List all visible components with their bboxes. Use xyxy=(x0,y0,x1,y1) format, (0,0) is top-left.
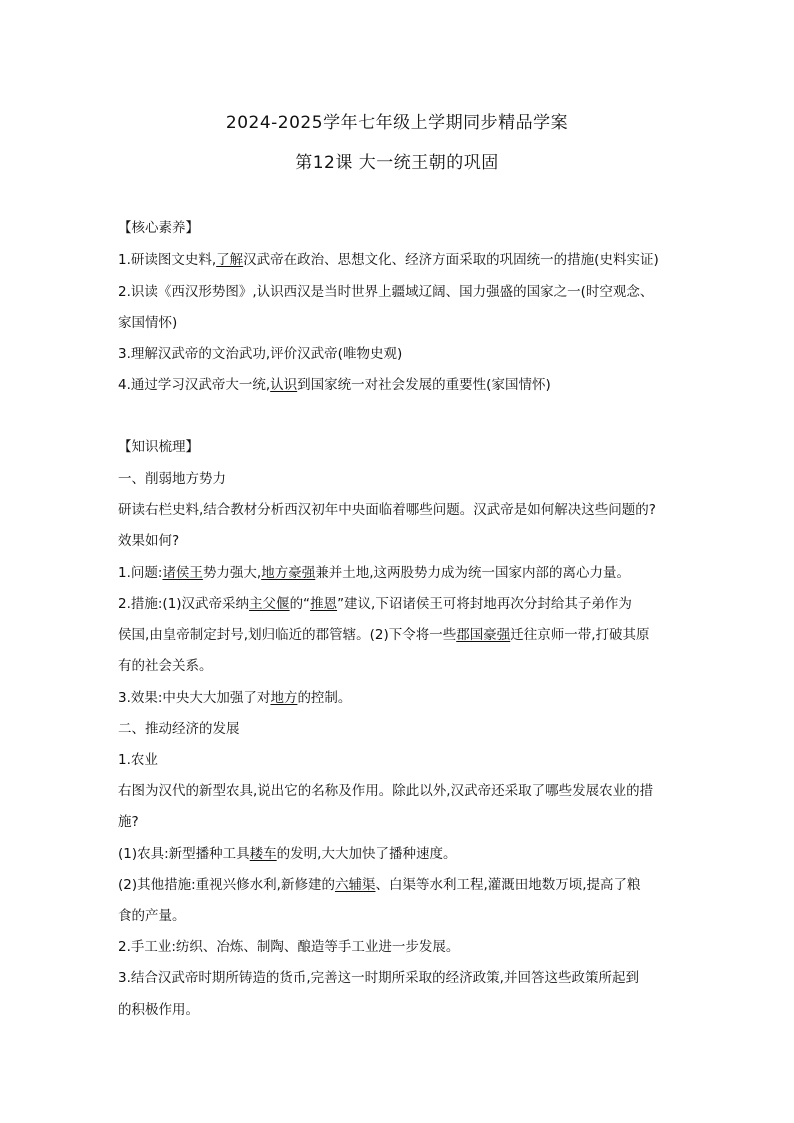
text-run: 2.识读《西汉形势图》,认识西汉是当时世界上疆域辽阔、国力强盛的国家之一(时空观念、 xyxy=(118,284,654,300)
underlined-term: 六辅渠 xyxy=(334,877,376,893)
section-heading xyxy=(118,717,240,737)
paragraph-line xyxy=(118,498,656,518)
text-run: 、白渠等水利工程,灌溉田地数万顷,提高了粮 xyxy=(375,877,641,893)
text-run: 1.问题: xyxy=(118,565,163,581)
text-run: 3.理解汉武帝的文治武功,评价汉武帝(唯物史观) xyxy=(118,346,403,362)
paragraph-line xyxy=(118,654,213,674)
paragraph-line xyxy=(118,904,186,924)
text-run: 势力强大, xyxy=(202,565,262,581)
text-run: 有的社会关系。 xyxy=(118,658,213,674)
section-heading xyxy=(118,467,226,487)
paragraph-line xyxy=(118,935,459,955)
text-run: 到国家统一对社会发展的重要性(家国情怀) xyxy=(297,377,551,393)
text-run: 侯国,由皇帝制定封号,划归临近的郡管辖。(2)下令将一些 xyxy=(118,627,457,643)
underlined-term: 推恩 xyxy=(310,596,338,612)
core-item xyxy=(118,311,177,331)
document-title: 2024-2025学年七年级上学期同步精品学案 xyxy=(225,113,569,133)
underlined-term: 地方 xyxy=(270,690,298,706)
core-item xyxy=(118,373,551,393)
text-run: 效果如何? xyxy=(118,533,180,549)
core-item xyxy=(118,342,402,362)
paragraph-line xyxy=(118,529,179,549)
text-run: 汉武帝在政治、思想文化、经济方面采取的巩固统一的措施(史料实证) xyxy=(243,252,659,268)
paragraph-line xyxy=(118,779,653,799)
subsection-heading xyxy=(118,748,158,768)
underlined-term: 认识 xyxy=(270,377,298,393)
paragraph-line xyxy=(118,873,641,893)
text-run: (2)其他措施:重视兴修水利,新修建的 xyxy=(118,877,335,893)
text-run: 二、推动经济的发展 xyxy=(118,721,240,737)
paragraph-line xyxy=(118,686,351,706)
underlined-term: 地方豪强 xyxy=(261,565,316,581)
paragraph-line xyxy=(118,842,456,862)
core-literacy-heading: 【核心素养】 xyxy=(118,220,199,236)
paragraph-line xyxy=(118,623,650,643)
core-item xyxy=(118,280,653,300)
text-run: 1.研读图文史料, xyxy=(118,252,217,268)
core-item xyxy=(118,248,659,268)
lesson-title: 第12课 大一统王朝的巩固 xyxy=(295,153,499,173)
text-run: 4.通过学习汉武帝大一统, xyxy=(118,377,271,393)
underlined-term: 耧车 xyxy=(249,846,277,862)
underlined-term: 了解 xyxy=(216,252,244,268)
paragraph-line xyxy=(118,810,139,830)
text-run: 兼并土地,这两股势力成为统一国家内部的离心力量。 xyxy=(315,565,631,581)
text-run: ”建议,下诏诸侯王可将封地再次分封给其子弟作为 xyxy=(337,596,632,612)
text-run: 一、削弱地方势力 xyxy=(118,471,226,487)
underlined-term: 诸侯王 xyxy=(162,565,203,581)
text-run: 施? xyxy=(118,814,139,830)
text-run: 3.效果:中央大大加强了对 xyxy=(118,690,271,706)
text-run: 食的产量。 xyxy=(118,908,186,924)
text-run: 1.农业 xyxy=(118,752,158,768)
text-run: 2.措施:(1)汉武帝采纳 xyxy=(118,596,250,612)
underlined-term: 主父偃 xyxy=(249,596,290,612)
text-run: 3.结合汉武帝时期所铸造的货币,完善这一时期所采取的经济政策,并回答这些政策所起到 xyxy=(118,970,639,986)
text-run: (1)农具:新型播种工具 xyxy=(118,846,250,862)
paragraph-line xyxy=(118,592,632,612)
text-run: 2.手工业:纺织、冶炼、制陶、酿造等手工业进一步发展。 xyxy=(118,939,460,955)
underlined-term: 郡国豪强 xyxy=(456,627,511,643)
knowledge-heading: 【知识梳理】 xyxy=(118,439,199,455)
text-run: 的“ xyxy=(289,596,311,612)
paragraph-line xyxy=(118,998,199,1018)
paragraph-line xyxy=(118,561,630,581)
text-run: 的发明,大大加快了播种速度。 xyxy=(276,846,457,862)
text-run: 家国情怀) xyxy=(118,315,178,331)
text-run: 的积极作用。 xyxy=(118,1002,199,1018)
text-run: 迁往京师一带,打破其原 xyxy=(510,627,650,643)
text-run: 的控制。 xyxy=(297,690,352,706)
paragraph-line xyxy=(118,966,639,986)
text-run: 研读右栏史料,结合教材分析西汉初年中央面临着哪些问题。汉武帝是如何解决这些问题的? xyxy=(118,502,656,518)
text-run: 右图为汉代的新型农具,说出它的名称及作用。除此以外,汉武帝还采取了哪些发展农业的措 xyxy=(118,783,654,799)
